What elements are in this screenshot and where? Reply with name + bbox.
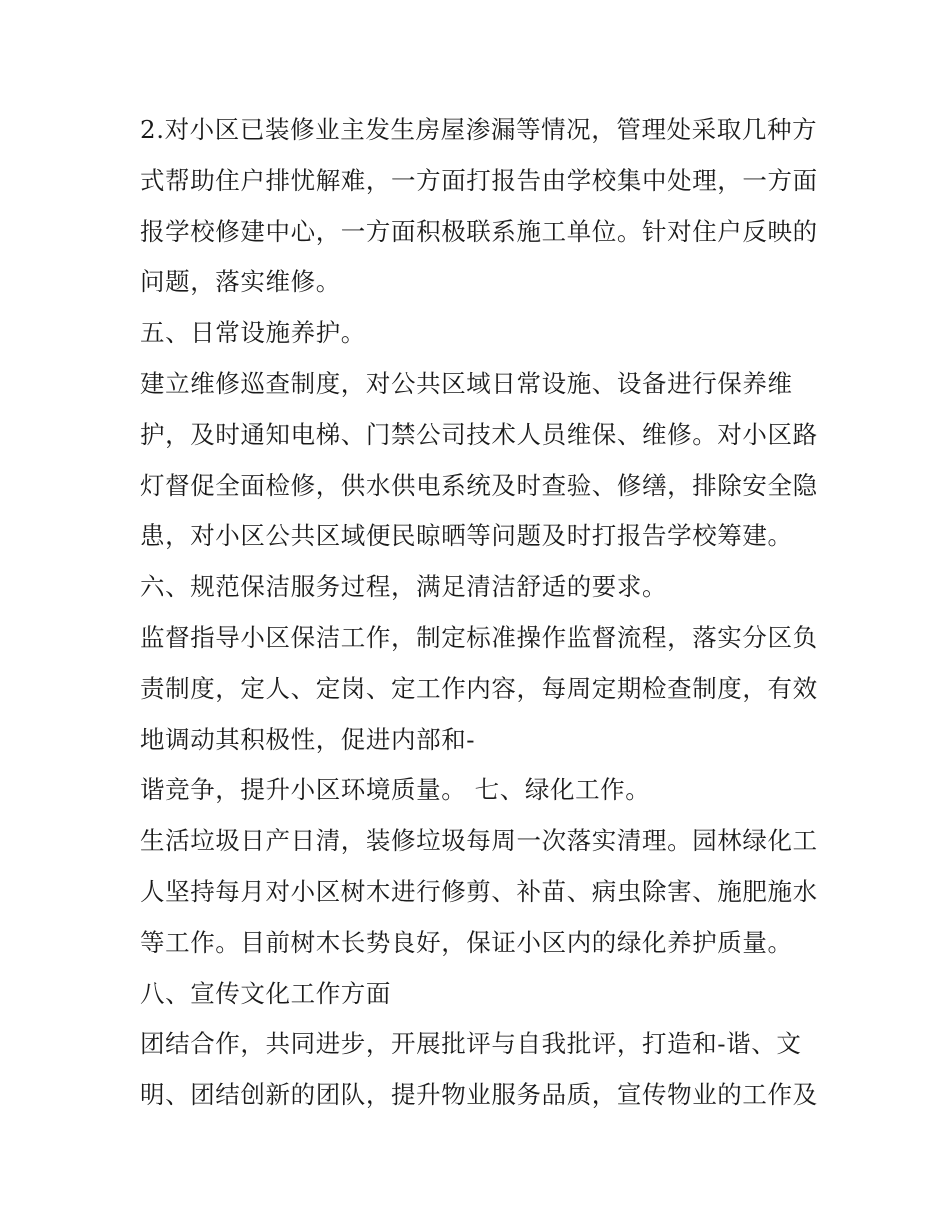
text-line: 护，及时通知电梯、门禁公司技术人员维保、维修。对小区路 [140,419,818,449]
text-line: 问题，落实维修。 [140,267,341,297]
section-heading: 五、日常设施养护。 [140,318,366,348]
text-line: 谐竞争，提升小区环境质量。 七、绿化工作。 [140,775,651,805]
text-line: 等工作。目前树木长势良好，保证小区内的绿化养护质量。 [140,927,793,957]
text-line: 团结合作，共同进步，开展批评与自我批评，打造和-谐、文 [140,1029,802,1059]
document-body [140,105,820,1121]
section-heading: 六、规范保洁服务过程，满足清洁舒适的要求。 [140,572,668,602]
section-heading: 八、宣传文化工作方面 [140,978,391,1008]
text-line: 监督指导小区保洁工作，制定标准操作监督流程，落实分区负 [140,622,818,652]
text-line: 建立维修巡查制度，对公共区域日常设施、设备进行保养维 [140,368,793,398]
text-line: 生活垃圾日产日清，装修垃圾每周一次落实清理。园林绿化工 [140,826,818,856]
text-line: 2.对小区已装修业主发生房屋渗漏等情况，管理处采取几种方 [140,115,818,144]
text-line: 灯督促全面检修，供水供电系统及时查验、修缮，排除安全隐 [140,470,818,500]
text-line: 地调动其积极性，促进内部和- [140,724,476,754]
text-line: 责制度，定人、定岗、定工作内容，每周定期检查制度，有效 [140,673,818,703]
text-line: 明、团结创新的团队，提升物业服务品质，宣传物业的工作及 [140,1080,818,1110]
text-line: 人坚持每月对小区树木进行修剪、补苗、病虫除害、施肥施水 [140,876,818,906]
text-line: 式帮助住户排忧解难，一方面打报告由学校集中处理，一方面 [140,165,818,195]
text-line: 患，对小区公共区域便民晾晒等问题及时打报告学校筹建。 [140,521,793,551]
text-line: 报学校修建中心，一方面积极联系施工单位。针对住户反映的 [140,216,818,246]
